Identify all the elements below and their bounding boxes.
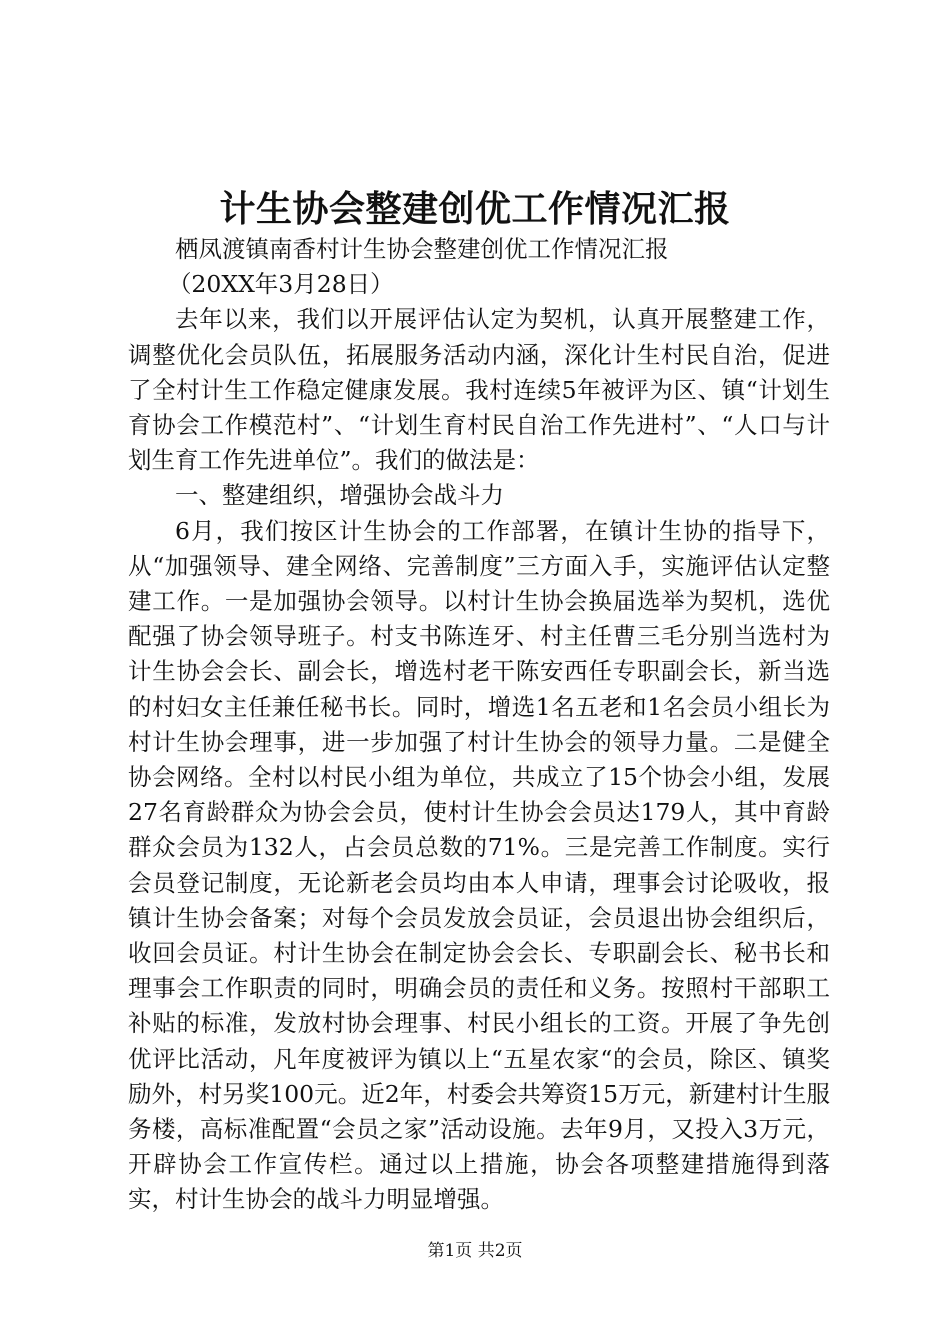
date-paragraph: （20XX年3月28日） xyxy=(167,270,394,299)
document-title: 计生协会整建创优工作情况汇报 xyxy=(219,188,731,230)
intro-paragraph: 去年以来，我们以开展评估认定为契机，认真开展整建工作，调整优化会员队伍，拓展服务活动内涵，深化计生村民自治，促进了全村计生工作稳定健康发展。我村连续5年被评为区、镇“计划生育协会工作模范村”、“计划生育村民自治工作先进村”、“人口与计划生育工作先进单位”。我们的做法是： xyxy=(128,305,830,475)
page-footer: 第1页 共2页 xyxy=(427,1241,523,1261)
body-paragraph: 6月，我们按区计生协会的工作部署，在镇计生协的指导下，从“加强领导、建全网络、完善制度”三方面入手，实施评估认定整建工作。一是加强协会领导。以村计生协会换届选举为契机，选优配强了协会领导班子。村支书陈连牙、村主任曹三毛分别当选村为计生协会会长、副会长，增选村老干陈安西任专职副会长，新当选的村妇女主任兼任秘书长。同时，增选1名五老和1名会员小组长为村计生协会理事，进一步加强了村计生协会的领导力量。二是健全协会网络。全村以村民小组为单位，共成立了15个协会小组，发展27名育龄群众为协会会员，使村计生协会会员达179人，其中育龄群众会员为132人，占会员总数的71%。三是完善工作制度。实行会员登记制度，无论新老会员均由本人申请，理事会讨论吸收，报镇计生协会备案；对每个会员发放会员证，会员退出协会组织后，收回会员证。村计生协会在制定协会会长、专职副会长、秘书长和理事会工作职责的同时，明确会员的责任和义务。按照村干部职工补贴的标准，发放村协会理事、村民小组长的工资。开展了争先创优评比活动，凡年度被评为镇以上“五星农家“的会员，除区、镇奖励外，村另奖100元。近2年，村委会共筹资15万元，新建村计生服务楼，高标准配置“会员之家”活动设施。去年9月，又投入3万元，开辟协会工作宣传栏。通过以上措施，协会各项整建措施得到落实，村计生协会的战斗力明显增强。 xyxy=(128,516,830,1214)
section-heading: 一、整建组织，增强协会战斗力 xyxy=(175,481,504,510)
subtitle-paragraph: 栖凤渡镇南香村计生协会整建创优工作情况汇报 xyxy=(175,235,669,263)
document-body xyxy=(128,232,830,1218)
